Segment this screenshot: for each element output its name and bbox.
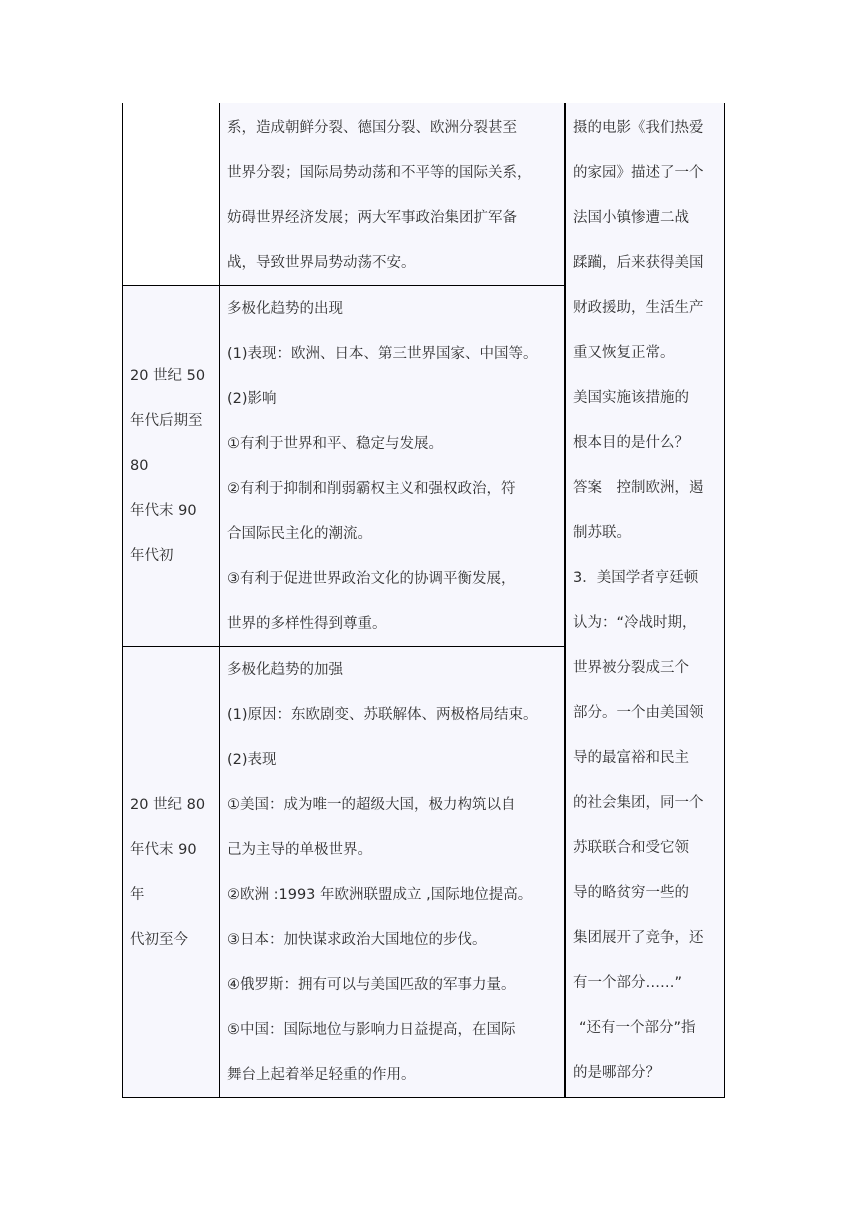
side-note-line: 美国实施该措施的 bbox=[573, 390, 689, 406]
period-cell-3 bbox=[123, 647, 219, 1097]
row3-period-line: 20 世纪 80 bbox=[130, 797, 206, 813]
side-note-line: 摄的电影《我们热爱 bbox=[573, 120, 704, 136]
row3-content-line: (1)原因：东欧剧变、苏联解体、两极格局结束。 bbox=[227, 707, 538, 723]
side-note-line: 重又恢复正常。 bbox=[573, 345, 675, 361]
row1-content-line: 战，导致世界局势动荡不安。 bbox=[227, 255, 416, 271]
row2-content-line: ③有利于促进世界政治文化的协调平衡发展， bbox=[227, 571, 516, 587]
row3-period-line: 年代末 90 bbox=[130, 842, 197, 858]
row2-period-line: 年代后期至 bbox=[130, 413, 203, 429]
side-note-line: 部分。一个由美国领 bbox=[573, 705, 704, 721]
side-note-line: 世界被分裂成三个 bbox=[573, 660, 689, 676]
row2-period-line: 20 世纪 50 bbox=[130, 368, 206, 384]
row3-content-line: ②欧洲 :1993 年欧洲联盟成立 ,国际地位提高。 bbox=[227, 887, 533, 903]
side-note-line: 苏联联合和受它领 bbox=[573, 840, 689, 856]
table-column-divider-2 bbox=[564, 103, 566, 1098]
row3-content-line: 舞台上起着举足轻重的作用。 bbox=[227, 1067, 416, 1083]
table-left-border bbox=[122, 103, 123, 1098]
row3-content-line: 己为主导的单极世界。 bbox=[227, 842, 372, 858]
row2-period-line: 80 bbox=[130, 458, 149, 474]
side-note-line: 蹂躏，后来获得美国 bbox=[573, 255, 704, 271]
side-note-line: 有一个部分……” bbox=[573, 975, 683, 991]
row2-period-line: 年代初 bbox=[130, 548, 174, 564]
side-note-line: 认为：“冷战时期， bbox=[573, 615, 697, 631]
table-right-border bbox=[724, 103, 725, 1098]
table-row-divider-2 bbox=[122, 646, 565, 647]
row1-content-line: 系，造成朝鲜分裂、德国分裂、欧洲分裂甚至 bbox=[227, 120, 517, 136]
row2-content-line: (1)表现：欧洲、日本、第三世界国家、中国等。 bbox=[227, 346, 538, 362]
row2-period-line: 年代末 90 bbox=[130, 503, 197, 519]
side-note-line: 的是哪部分？ bbox=[573, 1065, 660, 1081]
row2-content-line: 多极化趋势的出现 bbox=[227, 301, 343, 317]
side-note-line: 根本目的是什么？ bbox=[573, 435, 689, 451]
side-note-line: 导的略贫穷一些的 bbox=[573, 885, 689, 901]
side-note-line: 的社会集团，同一个 bbox=[573, 795, 704, 811]
side-note-line: 集团展开了竞争，还 bbox=[573, 930, 704, 946]
row2-content-line: 世界的多样性得到尊重。 bbox=[227, 616, 387, 632]
table-bottom-border bbox=[122, 1097, 725, 1098]
side-note-line: “还有一个部分”指 bbox=[579, 1020, 696, 1036]
row2-content-line: ①有利于世界和平、稳定与发展。 bbox=[227, 436, 443, 452]
row3-content-line: 多极化趋势的加强 bbox=[227, 662, 343, 678]
row1-content-line: 妨碍世界经济发展；两大军事政治集团扩军备 bbox=[227, 210, 517, 226]
row3-content-line: ⑤中国：国际地位与影响力日益提高，在国际 bbox=[227, 1022, 516, 1038]
row3-content-line: ④俄罗斯：拥有可以与美国匹敌的军事力量。 bbox=[227, 977, 516, 993]
row2-content-line: ②有利于抑制和削弱霸权主义和强权政治，符 bbox=[227, 481, 516, 497]
row2-content-line: 合国际民主化的潮流。 bbox=[227, 526, 372, 542]
side-note-line: 制苏联。 bbox=[573, 525, 631, 541]
period-cell-1 bbox=[123, 103, 219, 285]
table-row-divider-1 bbox=[122, 285, 565, 286]
content-cell-2 bbox=[220, 286, 564, 646]
table-column-divider-1 bbox=[219, 103, 220, 1098]
row3-period-line: 年 bbox=[130, 887, 145, 903]
side-note-line: 3．美国学者亨廷顿 bbox=[573, 570, 699, 586]
row2-content-line: (2)影响 bbox=[227, 391, 277, 407]
row3-period-line: 代初至今 bbox=[130, 932, 188, 948]
side-note-line: 导的最富裕和民主 bbox=[573, 750, 689, 766]
row1-content-line: 世界分裂；国际局势动荡和不平等的国际关系， bbox=[227, 165, 532, 181]
side-note-line: 法国小镇惨遭二战 bbox=[573, 210, 689, 226]
row3-content-line: ①美国：成为唯一的超级大国，极力构筑以自 bbox=[227, 797, 516, 813]
side-note-line: 答案 控制欧洲，遏 bbox=[573, 480, 704, 496]
row3-content-line: (2)表现 bbox=[227, 752, 277, 768]
side-note-line: 财政援助，生活生产 bbox=[573, 300, 704, 316]
side-note-line: 的家园》描述了一个 bbox=[573, 165, 704, 181]
row3-content-line: ③日本：加快谋求政治大国地位的步伐。 bbox=[227, 932, 487, 948]
